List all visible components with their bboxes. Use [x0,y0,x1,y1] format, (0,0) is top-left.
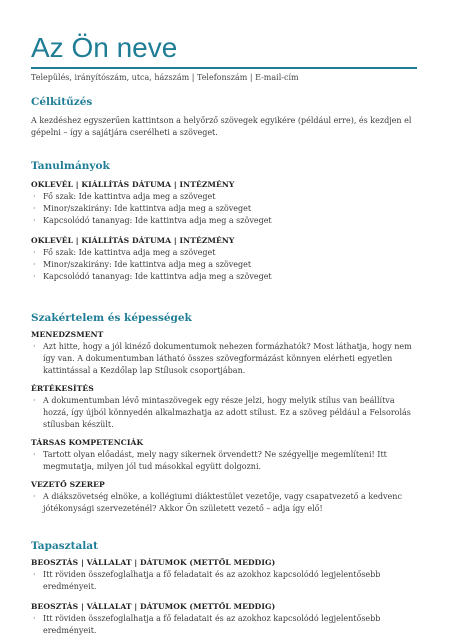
skill-group [31,383,419,431]
education-entry-list [31,191,419,227]
skill-group-list [31,341,419,377]
skill-group [31,329,419,377]
education-entry [31,179,419,227]
section-objective [31,95,419,159]
experience-entry-heading[interactable]: BEOSZTÁS | VÁLLALAT | DÁTUMOK (METTŐL MEDDIG) [31,602,276,611]
skill-group-list [31,449,419,473]
skill-group-heading[interactable]: ÉRTÉKESÍTÉS [31,384,94,393]
list-item[interactable]: · Kapcsolódó tananyag: Ide kattintva adja meg a szöveget [31,271,419,283]
list-item[interactable]: · Fő szak: Ide kattintva adja meg a szöveget [31,247,419,259]
experience-entry [31,601,419,637]
experience-entry-list [31,569,419,593]
skill-group-list [31,491,419,515]
section-skills [31,311,419,539]
list-item[interactable]: · Minor/szakirány: Ide kattintva adja meg a szöveget [31,203,419,215]
list-item[interactable]: · Azt hitte, hogy a jól kinéző dokumentumok nehezen formázhatók? Most láthatja, hogy nem így van. A dokumentumban látható összes szövegformázást könnyen elérheti egyetlen kattintással a Kezdőlap lap Stílusok csoportjában. [31,341,419,377]
list-item[interactable]: · Fő szak: Ide kattintva adja meg a szöveget [31,191,419,203]
list-item[interactable]: · Itt röviden összefoglalhatja a fő feladatait és az azokhoz kapcsolódó legjelentősebb eredményeit. [31,569,419,593]
skill-group-heading[interactable]: TÁRSAS KOMPETENCIÁK [31,438,144,447]
section-title-objective[interactable]: Célkitűzés [31,96,93,108]
section-experience [31,539,419,637]
section-education [31,159,419,311]
skill-group-list [31,395,419,431]
resume-body [31,92,419,637]
education-entry-heading[interactable]: OKLEVÉL | KIÁLLÍTÁS DÁTUMA | INTÉZMÉNY [31,236,235,245]
section-title-education[interactable]: Tanulmányok [31,160,110,172]
contact-line[interactable]: Település, irányítószám, utca, házszám | Telefonszám | E-mail-cím [31,73,299,82]
list-item[interactable]: · Tartott olyan előadást, mely nagy sikernek örvendett? Ne szégyellje megemlíteni! Itt megmutatja, milyen jól tud másokkal együtt dolgozni. [31,449,419,473]
education-entry-list [31,247,419,283]
education-entry-heading[interactable]: OKLEVÉL | KIÁLLÍTÁS DÁTUMA | INTÉZMÉNY [31,180,235,189]
skill-group-heading[interactable]: VEZETŐ SZEREP [31,480,105,489]
list-item[interactable]: · Itt röviden összefoglalhatja a fő feladatait és az azokhoz kapcsolódó legjelentősebb eredményeit. [31,613,419,637]
experience-entry-list [31,613,419,637]
experience-entry-heading[interactable]: BEOSZTÁS | VÁLLALAT | DÁTUMOK (METTŐL MEDDIG) [31,558,276,567]
section-title-experience[interactable]: Tapasztalat [31,540,98,552]
education-entry [31,235,419,283]
objective-text[interactable]: A kezdéshez egyszerűen kattintson a helyőrző szövegek egyikére (például erre), és kezdjen el gépelni – így a sajátjára cserélheti a szöveget. [31,116,412,137]
skill-group [31,437,419,473]
list-item[interactable]: · Minor/szakirány: Ide kattintva adja meg a szöveget [31,259,419,271]
list-item[interactable]: · A diákszövetség elnöke, a kollégiumi diáktestület vezetője, vagy csapatvezető a kedvenc jótékonysági szervezeténél? Akkor Ön született vezető – adja így elő! [31,491,419,515]
section-title-skills[interactable]: Szakértelem és képességek [31,312,192,324]
list-item[interactable]: · A dokumentumban lévő mintaszövegek egy része jelzi, hogy melyik stílus van beállítva hozzá, így újból könnyedén alkalmazhatja az adott stílust. Ez a szöveg például a Felsorolás stílusban készült. [31,395,419,431]
skill-group-heading[interactable]: MENEDZSMENT [31,330,104,339]
resume-name[interactable]: Az Ön neve [31,32,178,63]
list-item[interactable]: · Kapcsolódó tananyag: Ide kattintva adja meg a szöveget [31,215,419,227]
skill-group [31,479,419,515]
experience-entry [31,557,419,593]
header-divider [31,67,417,69]
